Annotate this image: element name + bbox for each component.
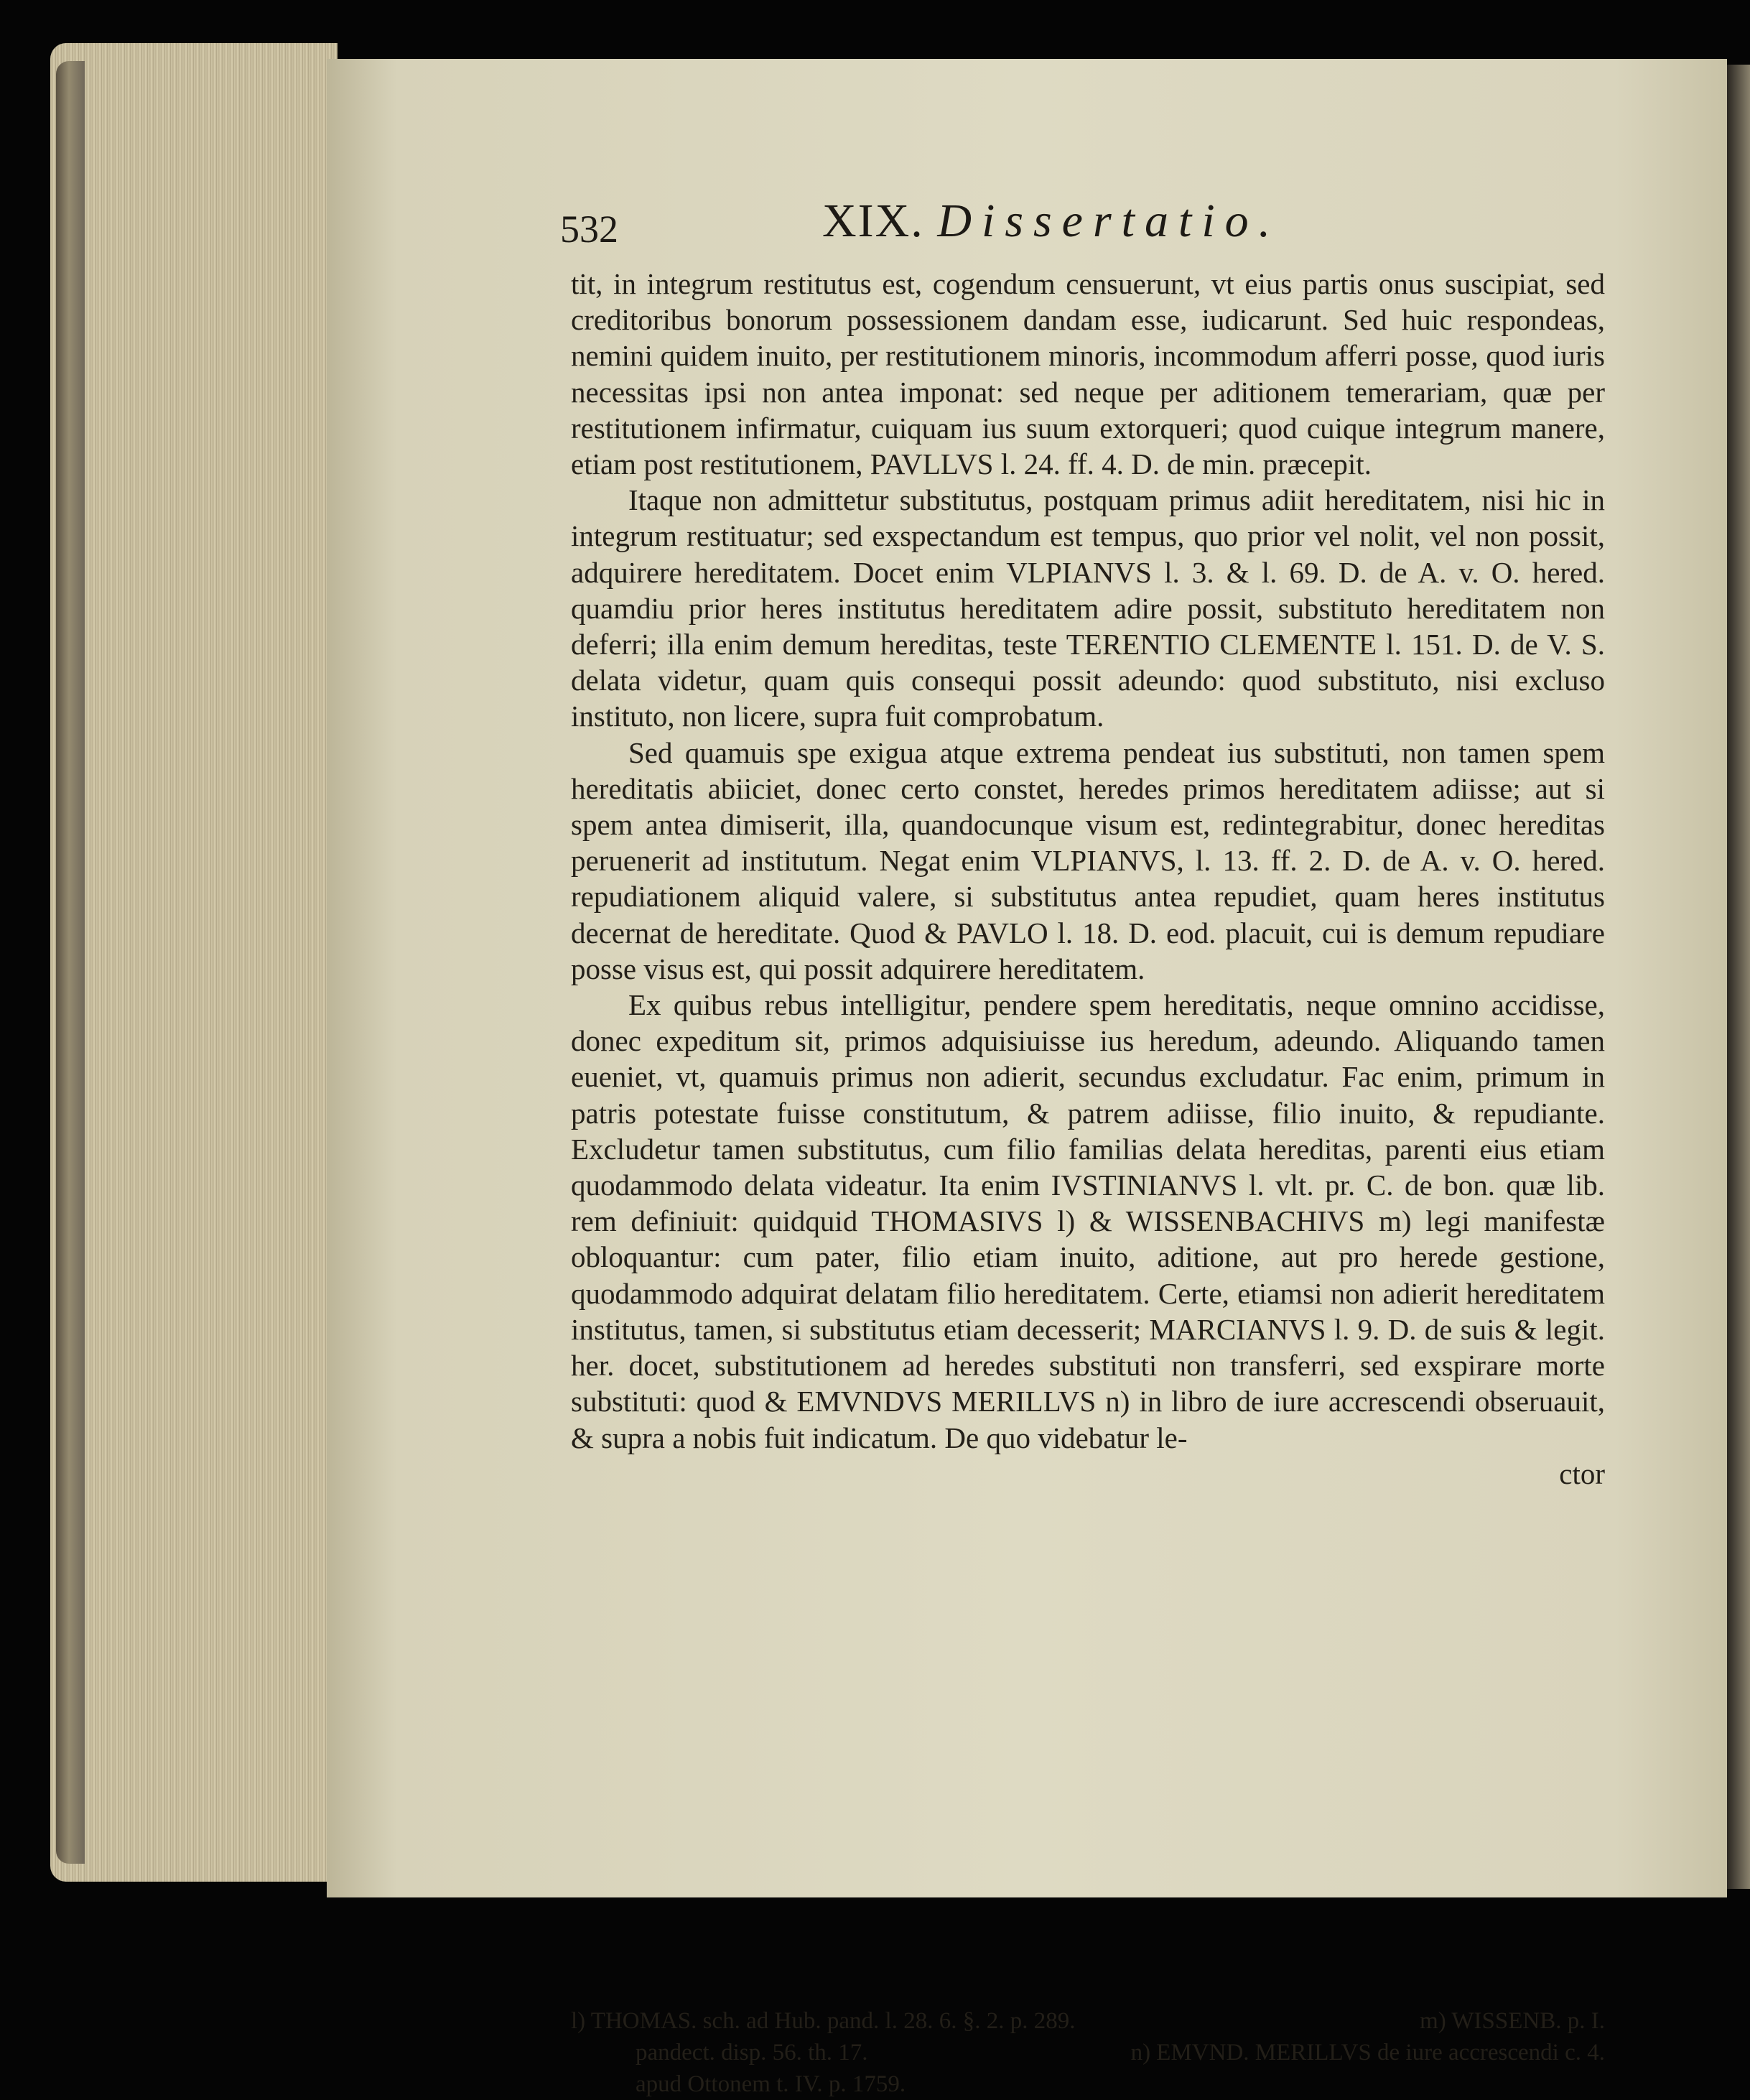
- footnote-n: n) EMVND. MERILLVS de iure accrescendi c. 4.: [1130, 2040, 1605, 2066]
- footnote-n-cont: apud Ottonem t. IV. p. 1759.: [636, 2071, 906, 2097]
- footnote-l: l) THOMAS. sch. ad Hub. pand. l. 28. 6. §. 2. p. 289.: [571, 2008, 1076, 2034]
- facing-page-edge: [1727, 65, 1750, 1889]
- footnotes: [571, 2005, 1605, 2100]
- title-word: Dissertatio.: [937, 195, 1281, 247]
- paragraph-4: Ex quibus rebus intelligitur, pendere spem hereditatis, neque omnino accidisse, donec expeditum sit, primos adquisiuisse ius heredum, adeundo. Aliquando tamen eueniet, vt, quamuis primus non adierit, secundus excludatur. Fac enim, primum in patris potestate fuisse constitutum, & patrem adiisse, filio inuito, & repudiante. Excludetur tamen substitutus, cum filio familias delata hereditas, parenti eius etiam quodammodo delata videatur. Ita enim IVSTINIANVS l. vlt. pr. C. de bon. quæ lib. rem definiuit: quidquid THOMASIVS l) & WISSENBACHIVS m) legi manifestæ obloquantur: cum pater, filio etiam inuito, aditione, aut pro herede gestione, quodammodo adquirat delatam filio hereditatem. Certe, etiamsi non adierit hereditatem institutus, tamen, si substitutus etiam decesserit; MARCIANVS l. 9. D. de suis & legit. her. docet, substitutionem ad heredes substituti non transferri, sed exspirare morte substituti: quod & EMVNDVS MERILLVS n) in libro de iure accrescendi obseruauit, & supra a nobis fuit indicatum. De quo videbatur le-: [571, 988, 1605, 1454]
- body-text: [571, 266, 1605, 1492]
- book-spine: [56, 61, 85, 1864]
- footnote-l-cont: pandect. disp. 56. th. 17.: [636, 2040, 868, 2066]
- footnote-line-3: [571, 2068, 1605, 2100]
- catchword: ctor: [1559, 1456, 1605, 1490]
- page-number: 532: [560, 208, 618, 251]
- book-page-edges: [50, 43, 338, 1882]
- footnote-line-2: [571, 2037, 1605, 2068]
- page-header: [560, 194, 1616, 259]
- running-title: [822, 194, 1280, 248]
- title-numeral: XIX.: [822, 195, 924, 247]
- paragraph-2: Itaque non admittetur substitutus, postquam primus adiit hereditatem, nisi hic in integrum restituatur; sed exspectandum est tempus, quo prior vel nolit, vel non possit, adquirere hereditatem. Docet enim VLPIANVS l. 3. & l. 69. D. de A. v. O. hered. quamdiu prior heres institutus hereditatem adire possit, substituto hereditatem non deferri; illa enim demum hereditas, teste TERENTIO CLEMENTE l. 151. D. de V. S. delata videtur, quam quis consequi possit adeundo: quod substituto, nisi excluso instituto, non licere, supra fuit comprobatum.: [571, 483, 1605, 733]
- paragraph-1: tit, in integrum restitutus est, cogendum censuerunt, vt eius partis onus suscipiat, sed creditoribus bonorum possessionem dandam esse, iudicarunt. Sed huic respondeas, nemini quidem inuito, per restitutionem minoris, incommodum afferri posse, quod iuris necessitas ipsi non antea imponat: sed neque per aditionem temerariam, quæ per restitutionem infirmatur, cuiquam ius suum extorqueri; quod cuique integrum manere, etiam post restitutionem, PAVLLVS l. 24. ff. 4. D. de min. præcepit.: [571, 267, 1605, 481]
- footnote-line-1: [571, 2005, 1605, 2037]
- paragraph-3: Sed quamuis spe exigua atque extrema pendeat ius substituti, non tamen spem hereditatis abiiciet, donec certo constet, heredes primos hereditatem adiisse; aut si spem antea dimiserit, illa, quandocunque visum est, redintegrabitur, donec hereditas peruenerit ad institutum. Negat enim VLPIANVS, l. 13. ff. 2. D. de A. v. O. hered. repudiationem aliquid valere, si substitutus antea repudiet, quam heres institutus decernat de hereditate. Quod & PAVLO l. 18. D. eod. placuit, cui is demum repudiare posse visus est, qui possit adquirere hereditatem.: [571, 735, 1605, 985]
- footnote-m: m) WISSENB. p. I.: [1420, 2008, 1605, 2034]
